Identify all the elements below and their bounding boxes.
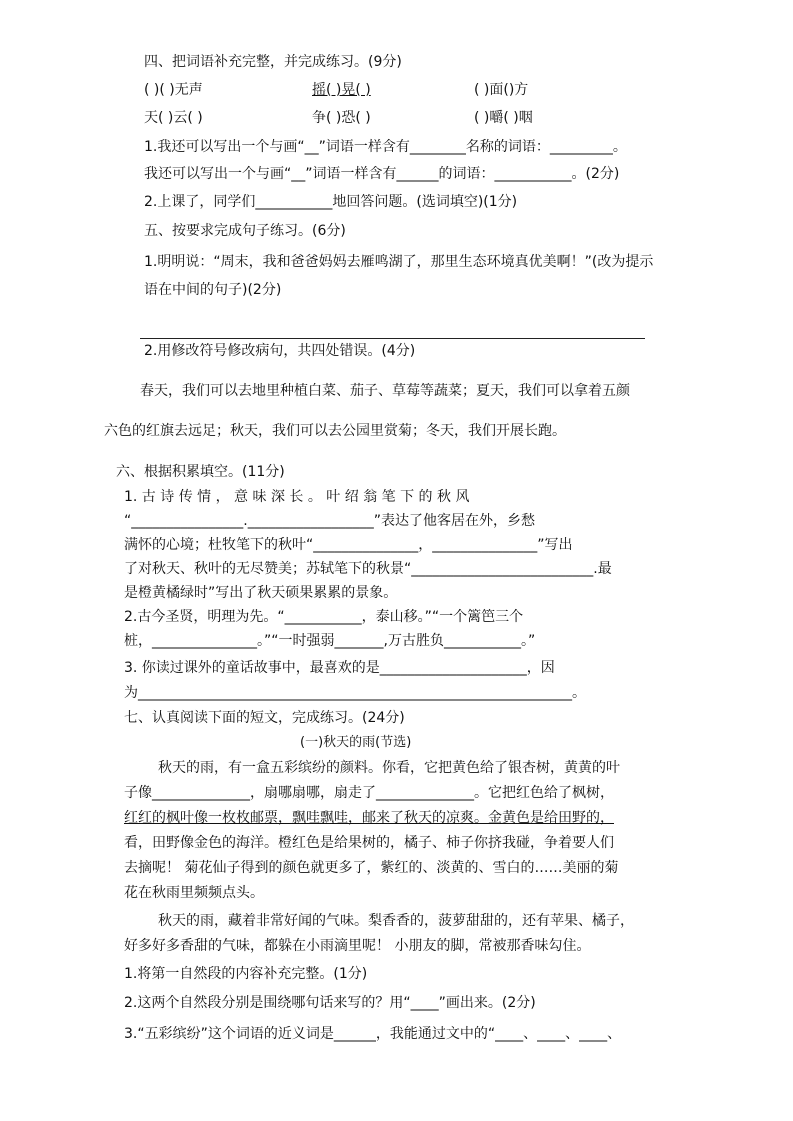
word-item-5: 争( )恐( ) [312,110,371,126]
word-item-3: ( )面()方 [474,82,529,98]
passage-p1-line-1: 秋天的雨，有一盒五彩缤纷的颜料。你看，它把黄色给了银杏树，黄黄的叶 [158,760,620,776]
section-6-title: 六、根据积累填空。(11分) [116,464,285,480]
word-item-6: ( )嚼( )咽 [474,110,533,126]
s4-question-1a: 1.我还可以写出一个与画“__”词语一样含有________名称的词语：_________。 [144,139,627,155]
passage-p1-line-3: 红红的枫叶像一枚枚邮票，飘哇飘哇，邮来了秋天的凉爽。金黄色是给田野的， [124,810,614,826]
s6-line-3: 满怀的心境；杜牧笔下的秋叶“_______________，_______________”写出 [124,537,573,553]
word-item-2: 摇( )晃( ) [312,82,371,98]
s6-line-1: 1. 古 诗 传 情 ， 意 味 深 长 。 叶 绍 翁 笔 下 的 秋 风 [124,489,470,505]
s6-line-2: “________________.__________________”表达了他客居在外，乡愁 [124,513,535,529]
passage-p2-line-2: 好多好多香甜的气味，都躲在小雨滴里呢！ 小朋友的脚，常被那香味勾住。 [124,938,591,954]
s6-line-5: 是橙黄橘绿时”写出了秋天硕果累累的景象。 [124,585,398,601]
s5-question-1b: 语在中间的句子)(2分) [144,282,282,298]
s4-question-1b: 我还可以写出一个与画“__”词语一样含有______的词语：___________。(2分) [144,166,620,182]
passage-p1-line-4: 看，田野像金色的海洋。橙红色是给果树的，橘子、柿子你挤我碰，争着要人们 [124,835,614,851]
passage-p1-line-5: 去摘呢！ 菊花仙子得到的颜色就更多了，紫红的、淡黄的、雪白的……美丽的菊 [124,860,619,876]
s7-question-1: 1.将第一自然段的内容补充完整。(1分) [124,966,368,982]
s7-question-2: 2.这两个自然段分别是围绕哪句话来写的？用“____”画出来。(2分) [124,995,536,1011]
word-item-4: 天( )云( ) [144,110,203,126]
section-4-title: 四、把词语补充完整，并完成练习。(9分) [144,54,402,70]
s5-question-2: 2.用修改符号修改病句，共四处错误。(4分) [144,343,416,359]
s4-question-2: 2.上课了，同学们___________地回答问题。(选词填空)(1分) [144,194,518,210]
s6-line-4: 了对秋天、秋叶的无尽赞美；苏轼笔下的秋景“__________________________.最 [124,561,612,577]
passage-p1-line-6: 花在秋雨里频频点头。 [124,885,264,901]
s6-line-8: 3. 你读过课外的童话故事中，最喜欢的是_____________________，因 [124,660,555,676]
s5-question-1a: 1.明明说：“周末，我和爸爸妈妈去雁鸣湖了，那里生态环境真优美啊！”(改为提示 [144,254,654,270]
passage-p1-line-2: 子像______________，扇哪扇哪，扇走了______________。它把红色给了枫树， [124,785,614,801]
s6-line-7: 桩，_______________。”“一时强弱_______,万古胜负___________。” [124,633,536,649]
answer-line[interactable] [140,338,645,339]
faulty-passage-line-1: 春天，我们可以去地里种植白菜、茄子、草莓等蔬菜；夏天，我们可以拿着五颜 [140,383,630,399]
s7-question-3: 3.“五彩缤纷”这个词语的近义词是______，我能通过文中的“____、____、____、 [124,1026,622,1042]
passage-title: (一)秋天的雨(节选) [300,735,412,750]
s6-line-9: 为______________________________________________________________。 [124,685,586,701]
faulty-passage-line-2: 六色的红旗去远足；秋天，我们可以去公园里赏菊；冬天，我们开展长跑。 [104,423,566,439]
section-7-title: 七、认真阅读下面的短文，完成练习。(24分) [124,710,405,726]
passage-p2-line-1: 秋天的雨，藏着非常好闻的气味。梨香香的，菠萝甜甜的，还有苹果、橘子， [158,913,634,929]
word-item-1: ( )( )无声 [144,82,203,98]
s6-line-6: 2.古今圣贤，明理为先。“___________，泰山移。”“一个篱笆三个 [124,609,524,625]
section-5-title: 五、按要求完成句子练习。(6分) [144,223,346,239]
